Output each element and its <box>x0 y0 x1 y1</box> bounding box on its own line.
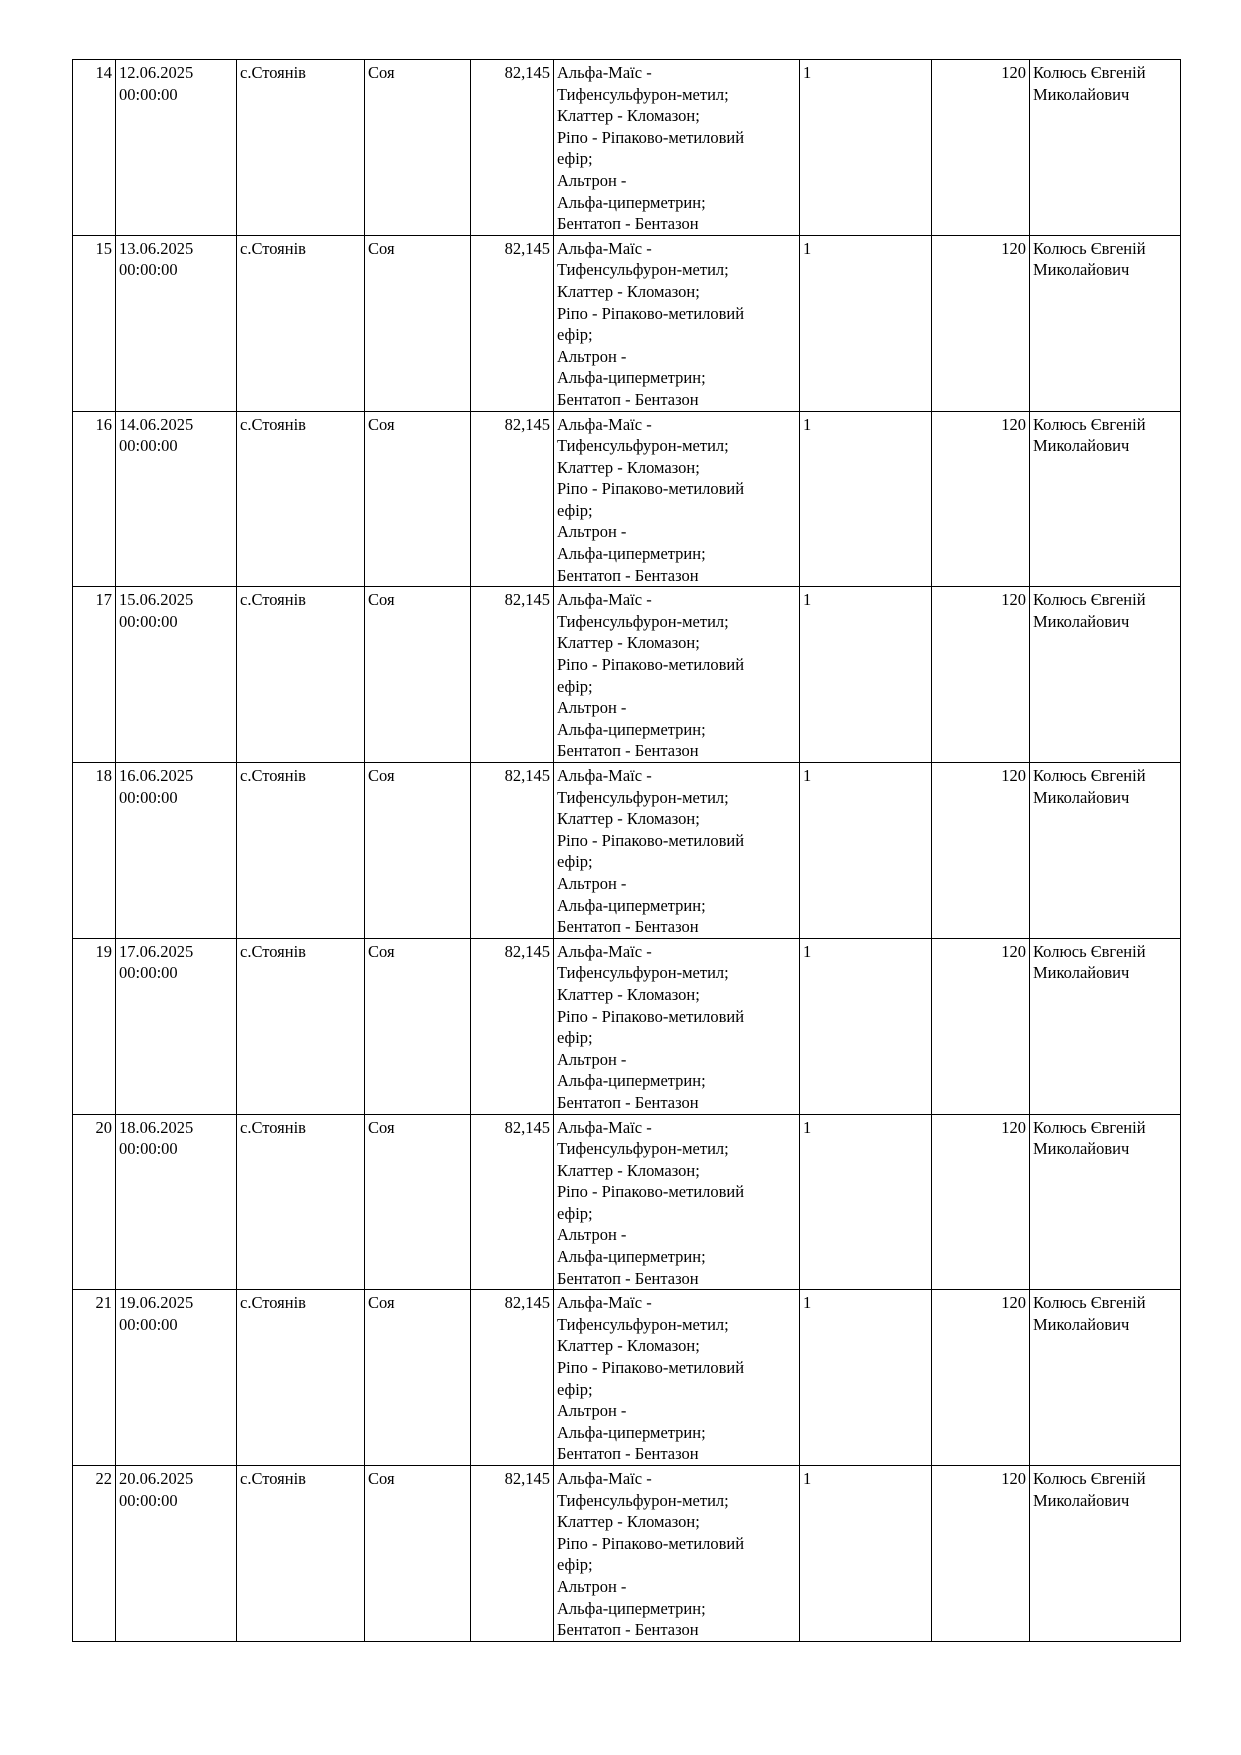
row-number: 16 <box>73 411 116 587</box>
area-cell: 82,145 <box>471 235 554 411</box>
row-number: 22 <box>73 1466 116 1642</box>
table-row <box>73 411 1181 587</box>
table-row <box>73 938 1181 1114</box>
table-row <box>73 763 1181 939</box>
table-row <box>73 587 1181 763</box>
crop-cell: Соя <box>365 938 471 1114</box>
responsible-person-cell: Колюсь Євгеній Миколайович <box>1030 60 1181 236</box>
responsible-person-cell: Колюсь Євгеній Миколайович <box>1030 587 1181 763</box>
crop-cell: Соя <box>365 1290 471 1466</box>
village-cell: с.Стоянів <box>237 235 365 411</box>
responsible-person-cell: Колюсь Євгеній Миколайович <box>1030 938 1181 1114</box>
products-cell: Альфа-Маїс - Тифенсульфурон-метил; Клаттер - Кломазон; Ріпо - Ріпаково-метиловий ефір; Альтрон - Альфа-циперметрин; Бентатоп - Бентазон <box>554 587 800 763</box>
area-cell: 82,145 <box>471 587 554 763</box>
row-number: 18 <box>73 763 116 939</box>
table-row <box>73 1290 1181 1466</box>
crop-cell: Соя <box>365 1114 471 1290</box>
volume-cell: 120 <box>932 1290 1030 1466</box>
volume-cell: 120 <box>932 587 1030 763</box>
products-cell: Альфа-Маїс - Тифенсульфурон-метил; Клаттер - Кломазон; Ріпо - Ріпаково-метиловий ефір; Альтрон - Альфа-циперметрин; Бентатоп - Бентазон <box>554 60 800 236</box>
table-row <box>73 1114 1181 1290</box>
responsible-person-cell: Колюсь Євгеній Миколайович <box>1030 411 1181 587</box>
products-cell: Альфа-Маїс - Тифенсульфурон-метил; Клаттер - Кломазон; Ріпо - Ріпаково-метиловий ефір; Альтрон - Альфа-циперметрин; Бентатоп - Бентазон <box>554 235 800 411</box>
volume-cell: 120 <box>932 235 1030 411</box>
date-cell: 16.06.2025 00:00:00 <box>116 763 237 939</box>
quantity-cell: 1 <box>800 1466 932 1642</box>
area-cell: 82,145 <box>471 1466 554 1642</box>
date-cell: 17.06.2025 00:00:00 <box>116 938 237 1114</box>
table-row <box>73 60 1181 236</box>
area-cell: 82,145 <box>471 411 554 587</box>
volume-cell: 120 <box>932 411 1030 587</box>
crop-cell: Соя <box>365 235 471 411</box>
village-cell: с.Стоянів <box>237 1290 365 1466</box>
responsible-person-cell: Колюсь Євгеній Миколайович <box>1030 1466 1181 1642</box>
area-cell: 82,145 <box>471 1290 554 1466</box>
crop-cell: Соя <box>365 1466 471 1642</box>
quantity-cell: 1 <box>800 1290 932 1466</box>
village-cell: с.Стоянів <box>237 411 365 587</box>
quantity-cell: 1 <box>800 938 932 1114</box>
area-cell: 82,145 <box>471 60 554 236</box>
volume-cell: 120 <box>932 938 1030 1114</box>
products-cell: Альфа-Маїс - Тифенсульфурон-метил; Клаттер - Кломазон; Ріпо - Ріпаково-метиловий ефір; Альтрон - Альфа-циперметрин; Бентатоп - Бентазон <box>554 763 800 939</box>
crop-cell: Соя <box>365 763 471 939</box>
products-cell: Альфа-Маїс - Тифенсульфурон-метил; Клаттер - Кломазон; Ріпо - Ріпаково-метиловий ефір; Альтрон - Альфа-циперметрин; Бентатоп - Бентазон <box>554 1114 800 1290</box>
quantity-cell: 1 <box>800 60 932 236</box>
crop-cell: Соя <box>365 587 471 763</box>
records-table <box>72 59 1181 1642</box>
date-cell: 18.06.2025 00:00:00 <box>116 1114 237 1290</box>
area-cell: 82,145 <box>471 1114 554 1290</box>
area-cell: 82,145 <box>471 938 554 1114</box>
quantity-cell: 1 <box>800 587 932 763</box>
village-cell: с.Стоянів <box>237 1466 365 1642</box>
quantity-cell: 1 <box>800 1114 932 1290</box>
village-cell: с.Стоянів <box>237 60 365 236</box>
volume-cell: 120 <box>932 1114 1030 1290</box>
quantity-cell: 1 <box>800 235 932 411</box>
row-number: 20 <box>73 1114 116 1290</box>
table-row <box>73 1466 1181 1642</box>
products-cell: Альфа-Маїс - Тифенсульфурон-метил; Клаттер - Кломазон; Ріпо - Ріпаково-метиловий ефір; Альтрон - Альфа-циперметрин; Бентатоп - Бентазон <box>554 411 800 587</box>
volume-cell: 120 <box>932 763 1030 939</box>
date-cell: 19.06.2025 00:00:00 <box>116 1290 237 1466</box>
volume-cell: 120 <box>932 60 1030 236</box>
responsible-person-cell: Колюсь Євгеній Миколайович <box>1030 235 1181 411</box>
products-cell: Альфа-Маїс - Тифенсульфурон-метил; Клаттер - Кломазон; Ріпо - Ріпаково-метиловий ефір; Альтрон - Альфа-циперметрин; Бентатоп - Бентазон <box>554 938 800 1114</box>
area-cell: 82,145 <box>471 763 554 939</box>
date-cell: 20.06.2025 00:00:00 <box>116 1466 237 1642</box>
village-cell: с.Стоянів <box>237 763 365 939</box>
row-number: 21 <box>73 1290 116 1466</box>
crop-cell: Соя <box>365 60 471 236</box>
crop-cell: Соя <box>365 411 471 587</box>
volume-cell: 120 <box>932 1466 1030 1642</box>
responsible-person-cell: Колюсь Євгеній Миколайович <box>1030 1290 1181 1466</box>
row-number: 19 <box>73 938 116 1114</box>
village-cell: с.Стоянів <box>237 1114 365 1290</box>
date-cell: 12.06.2025 00:00:00 <box>116 60 237 236</box>
table-body <box>73 60 1181 1642</box>
responsible-person-cell: Колюсь Євгеній Миколайович <box>1030 1114 1181 1290</box>
products-cell: Альфа-Маїс - Тифенсульфурон-метил; Клаттер - Кломазон; Ріпо - Ріпаково-метиловий ефір; Альтрон - Альфа-циперметрин; Бентатоп - Бентазон <box>554 1290 800 1466</box>
quantity-cell: 1 <box>800 411 932 587</box>
village-cell: с.Стоянів <box>237 587 365 763</box>
row-number: 15 <box>73 235 116 411</box>
date-cell: 15.06.2025 00:00:00 <box>116 587 237 763</box>
date-cell: 14.06.2025 00:00:00 <box>116 411 237 587</box>
quantity-cell: 1 <box>800 763 932 939</box>
responsible-person-cell: Колюсь Євгеній Миколайович <box>1030 763 1181 939</box>
products-cell: Альфа-Маїс - Тифенсульфурон-метил; Клаттер - Кломазон; Ріпо - Ріпаково-метиловий ефір; Альтрон - Альфа-циперметрин; Бентатоп - Бентазон <box>554 1466 800 1642</box>
date-cell: 13.06.2025 00:00:00 <box>116 235 237 411</box>
table-row <box>73 235 1181 411</box>
row-number: 17 <box>73 587 116 763</box>
village-cell: с.Стоянів <box>237 938 365 1114</box>
row-number: 14 <box>73 60 116 236</box>
